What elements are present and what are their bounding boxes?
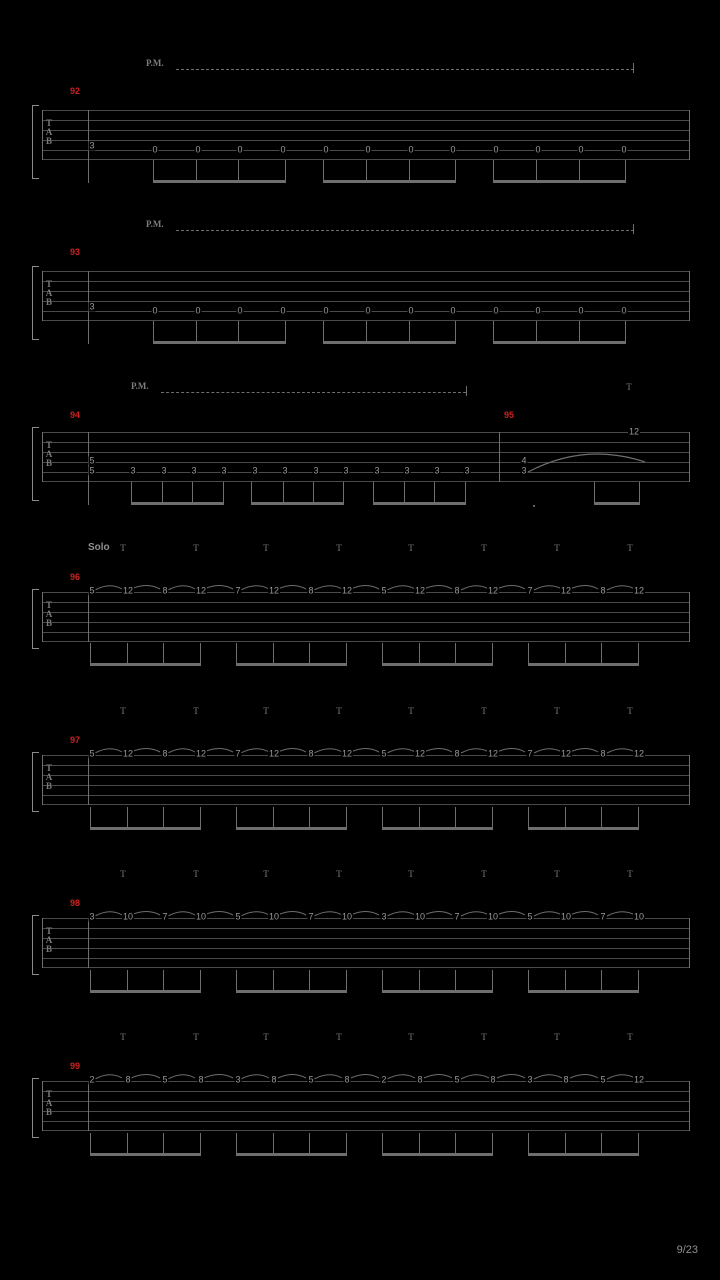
tab-clef: T A B: [45, 763, 53, 791]
fret-number: 0: [535, 305, 541, 316]
fret-number: 8: [271, 1074, 277, 1085]
fret-number: 2: [89, 1074, 95, 1085]
tap-mark: T: [408, 1032, 414, 1042]
fret-number: 12: [560, 748, 572, 759]
fret-number: 8: [454, 585, 460, 596]
fret-number: 7: [600, 911, 606, 922]
tap-mark: T: [554, 869, 560, 879]
fret-number: 10: [122, 911, 134, 922]
fret-number: 12: [341, 748, 353, 759]
tab-clef: T A B: [45, 118, 53, 146]
tab-clef: T A B: [45, 600, 53, 628]
fret-number: 0: [493, 305, 499, 316]
tap-mark: T: [408, 869, 414, 879]
palm-mute-label: P.M.: [146, 58, 164, 68]
fret-number: 10: [414, 911, 426, 922]
fret-number: 8: [308, 748, 314, 759]
fret-number: 5: [381, 585, 387, 596]
fret-number: 3: [235, 1074, 241, 1085]
fret-number: 7: [235, 748, 241, 759]
fret-number: 0: [237, 305, 243, 316]
fret-number: 5: [600, 1074, 606, 1085]
fret-number: 7: [308, 911, 314, 922]
fret-number: 0: [280, 144, 286, 155]
tap-mark: T: [263, 706, 269, 716]
fret-number: 8: [162, 748, 168, 759]
fret-number: 10: [487, 911, 499, 922]
fret-number: 0: [493, 144, 499, 155]
tap-mark: T: [336, 543, 342, 553]
fret-number: 12: [633, 1074, 645, 1085]
fret-number: 10: [560, 911, 572, 922]
tab-clef: T A B: [45, 279, 53, 307]
tap-mark: T: [627, 869, 633, 879]
fret-number: 3: [381, 911, 387, 922]
fret-number: 0: [323, 144, 329, 155]
fret-number: 8: [344, 1074, 350, 1085]
fret-number: 12: [633, 748, 645, 759]
fret-number: 12: [628, 426, 640, 437]
tap-mark: T: [120, 543, 126, 553]
fret-number: 8: [600, 585, 606, 596]
fret-number: 12: [268, 748, 280, 759]
measure-number: 96: [70, 572, 81, 582]
fret-number: 8: [563, 1074, 569, 1085]
tap-mark: T: [263, 1032, 269, 1042]
fret-number: 5: [308, 1074, 314, 1085]
fret-number: 10: [341, 911, 353, 922]
fret-number: 3: [527, 1074, 533, 1085]
tap-mark: T: [263, 543, 269, 553]
fret-number: 5: [89, 585, 95, 596]
tap-mark: T: [554, 1032, 560, 1042]
fret-number: 5: [89, 455, 95, 466]
fret-number: 0: [535, 144, 541, 155]
fret-number: 0: [365, 305, 371, 316]
fret-number: 5: [162, 1074, 168, 1085]
page-number: 9/23: [676, 1244, 698, 1256]
fret-number: 12: [122, 585, 134, 596]
fret-number: 0: [323, 305, 329, 316]
fret-number: 12: [633, 585, 645, 596]
tap-mark: T: [120, 869, 126, 879]
solo-label: Solo: [88, 542, 110, 553]
tab-clef: T A B: [45, 440, 53, 468]
fret-number: 10: [268, 911, 280, 922]
fret-number: 12: [341, 585, 353, 596]
tablature-page: P.M. 92 T A B 3 0 0 0 0 0 0 0 0 0 0 0 0 P.M. 93 T A B 3 0 0 0 0 0 0 0 0 0 0 0 0 P.M. T 94 95 T A B 5 5 3 3 3 3 3 3 3 3 3 3 3 3 4 3 12 Solo T T T T T T T T 96 T A B 5 12 8 12 7 12 8 12 5 12 8 12 7 12 8 12 T T T T T T T T 97 T A B 5 12 8 12 7 12 8 12 5 12 8 12 7 12 8 12 T T T T T T T T 98 T A B 3 10 7 10 5 10 7 10 3 10 7 10 5 10 7 10 T T T T T T T T 99 T A B 2 8 5 8 3 8 5 8 2 8 5 8 3 8 5 12 9/23: [0, 0, 720, 1280]
fret-number: 0: [365, 144, 371, 155]
tab-clef: T A B: [45, 1089, 53, 1117]
fret-number: 7: [162, 911, 168, 922]
fret-number: 0: [408, 305, 414, 316]
tap-mark: T: [263, 869, 269, 879]
fret-number: 12: [195, 585, 207, 596]
fret-number: 8: [162, 585, 168, 596]
fret-number: 0: [195, 305, 201, 316]
measure-number: 94: [70, 410, 81, 420]
palm-mute-label: P.M.: [146, 219, 164, 229]
fret-number: 5: [89, 748, 95, 759]
fret-number: 8: [490, 1074, 496, 1085]
measure-number: 98: [70, 898, 81, 908]
fret-number: 7: [527, 585, 533, 596]
fret-number: 7: [454, 911, 460, 922]
tap-mark: T: [481, 1032, 487, 1042]
fret-number: 4: [521, 455, 527, 466]
fret-number: 3: [130, 465, 136, 476]
tap-mark: T: [408, 706, 414, 716]
fret-number: 12: [487, 585, 499, 596]
tap-mark: T: [336, 1032, 342, 1042]
fret-number: 12: [487, 748, 499, 759]
fret-number: 12: [414, 585, 426, 596]
fret-number: 12: [122, 748, 134, 759]
tap-mark: T: [627, 1032, 633, 1042]
fret-number: 0: [280, 305, 286, 316]
fret-number: 0: [195, 144, 201, 155]
tap-mark: T: [627, 543, 633, 553]
fret-number: 0: [450, 144, 456, 155]
tap-mark: T: [120, 706, 126, 716]
fret-number: 8: [417, 1074, 423, 1085]
tap-mark: T: [193, 869, 199, 879]
fret-number: 12: [414, 748, 426, 759]
fret-number: 0: [408, 144, 414, 155]
fret-number: 0: [152, 305, 158, 316]
tap-mark: T: [193, 1032, 199, 1042]
fret-number: 5: [381, 748, 387, 759]
fret-number: 8: [308, 585, 314, 596]
measure-number: 93: [70, 247, 81, 257]
measure-number: 95: [504, 410, 515, 420]
tap-mark: T: [408, 543, 414, 553]
fret-number: 8: [125, 1074, 131, 1085]
fret-number: 0: [237, 144, 243, 155]
fret-number: 8: [600, 748, 606, 759]
fret-number: 12: [195, 748, 207, 759]
fret-number: 12: [560, 585, 572, 596]
fret-number: 3: [89, 301, 95, 312]
fret-number: 8: [454, 748, 460, 759]
tap-mark: T: [481, 869, 487, 879]
fret-number: 10: [633, 911, 645, 922]
fret-number: 5: [235, 911, 241, 922]
tap-mark: T: [481, 706, 487, 716]
fret-number: 5: [454, 1074, 460, 1085]
tap-mark: T: [193, 706, 199, 716]
measure-number: 92: [70, 86, 81, 96]
fret-number: 7: [527, 748, 533, 759]
fret-number: 12: [268, 585, 280, 596]
palm-mute-label: P.M.: [131, 381, 149, 391]
fret-number: 0: [152, 144, 158, 155]
fret-number: 0: [450, 305, 456, 316]
measure-number: 99: [70, 1061, 81, 1071]
tap-mark: T: [336, 706, 342, 716]
tap-mark: T: [627, 706, 633, 716]
fret-number: 7: [235, 585, 241, 596]
tap-mark: T: [120, 1032, 126, 1042]
measure-number: 97: [70, 735, 81, 745]
fret-number: 2: [381, 1074, 387, 1085]
fret-number: 10: [195, 911, 207, 922]
fret-number: 3: [89, 140, 95, 151]
tap-mark: T: [554, 543, 560, 553]
tab-clef: T A B: [45, 926, 53, 954]
tap-mark: T: [481, 543, 487, 553]
fret-number: 5: [527, 911, 533, 922]
tap-mark: T: [554, 706, 560, 716]
fret-number: 8: [198, 1074, 204, 1085]
tap-mark: T: [193, 543, 199, 553]
tap-mark: T: [626, 382, 632, 392]
fret-number: 3: [89, 911, 95, 922]
tap-mark: T: [336, 869, 342, 879]
